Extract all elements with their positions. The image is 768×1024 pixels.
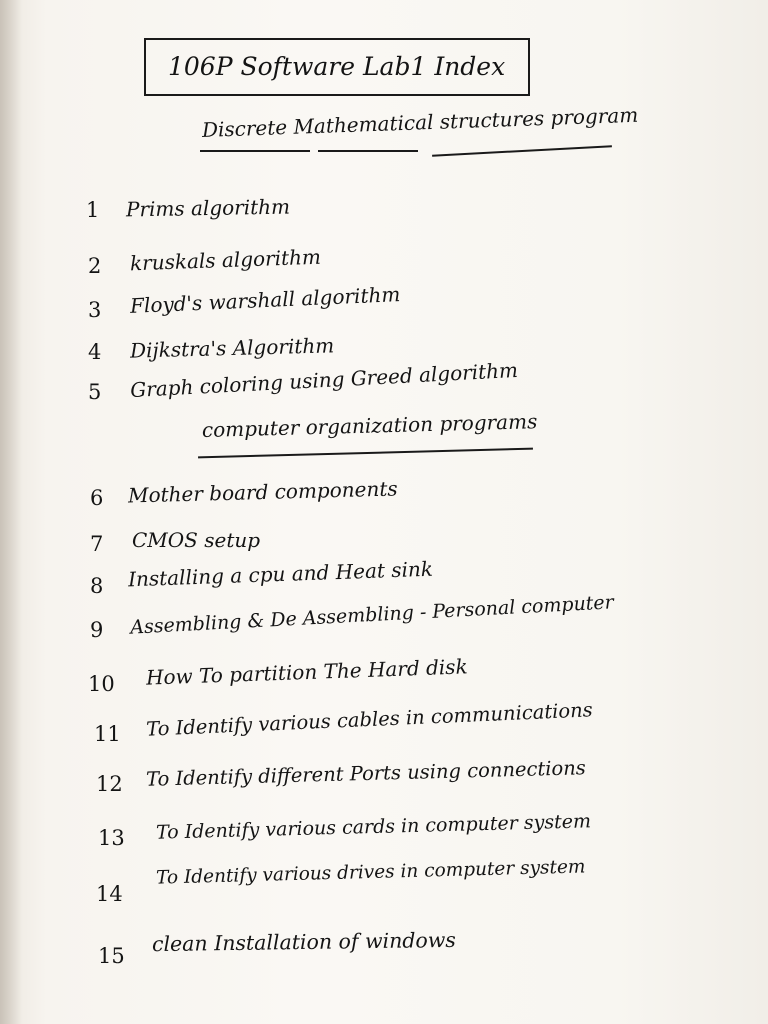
list-item: To Identify various drives in computer system xyxy=(155,856,586,889)
item-number: 7 xyxy=(90,532,104,556)
list-item: Installing a cpu and Heat sink xyxy=(127,556,434,592)
item-number: 13 xyxy=(98,826,125,850)
section-heading-discrete-math: Discrete Mathematical structures program xyxy=(201,102,639,142)
item-number: 9 xyxy=(90,618,104,642)
item-number: 2 xyxy=(88,254,102,278)
page-title: 106P Software Lab1 Index xyxy=(168,52,506,81)
list-item: Prims algorithm xyxy=(125,194,291,222)
item-number: 15 xyxy=(98,944,125,968)
heading-underline xyxy=(198,448,533,459)
item-number: 11 xyxy=(94,722,121,746)
item-number: 4 xyxy=(88,340,102,364)
item-number: 5 xyxy=(88,380,102,404)
item-number: 12 xyxy=(96,772,123,796)
list-item: clean Installation of windows xyxy=(151,927,457,957)
list-item: CMOS setup xyxy=(132,528,261,552)
list-item: kruskals algorithm xyxy=(129,244,322,276)
list-item: To Identify various cards in computer system xyxy=(155,810,592,844)
item-number: 6 xyxy=(90,486,104,510)
list-item: To Identify various cables in communications xyxy=(145,698,594,741)
heading-underline xyxy=(432,145,612,156)
list-item: Floyd's warshall algorithm xyxy=(129,282,401,318)
item-number: 3 xyxy=(88,298,102,322)
list-item: Graph coloring using Greed algorithm xyxy=(129,357,519,403)
list-item: Assembling & De Assembling - Personal computer xyxy=(129,591,615,639)
heading-underline xyxy=(318,150,418,152)
item-number: 14 xyxy=(96,882,123,906)
item-number: 8 xyxy=(90,574,104,598)
item-number: 10 xyxy=(88,672,115,696)
list-item: How To partition The Hard disk xyxy=(145,654,468,690)
list-item: Dijkstra's Algorithm xyxy=(129,333,335,363)
item-number: 1 xyxy=(86,198,100,222)
section-heading-computer-organization: computer organization programs xyxy=(201,409,538,442)
list-item: To Identify different Ports using connections xyxy=(145,756,587,791)
list-item: Mother board components xyxy=(127,476,398,508)
heading-underline xyxy=(200,150,310,152)
